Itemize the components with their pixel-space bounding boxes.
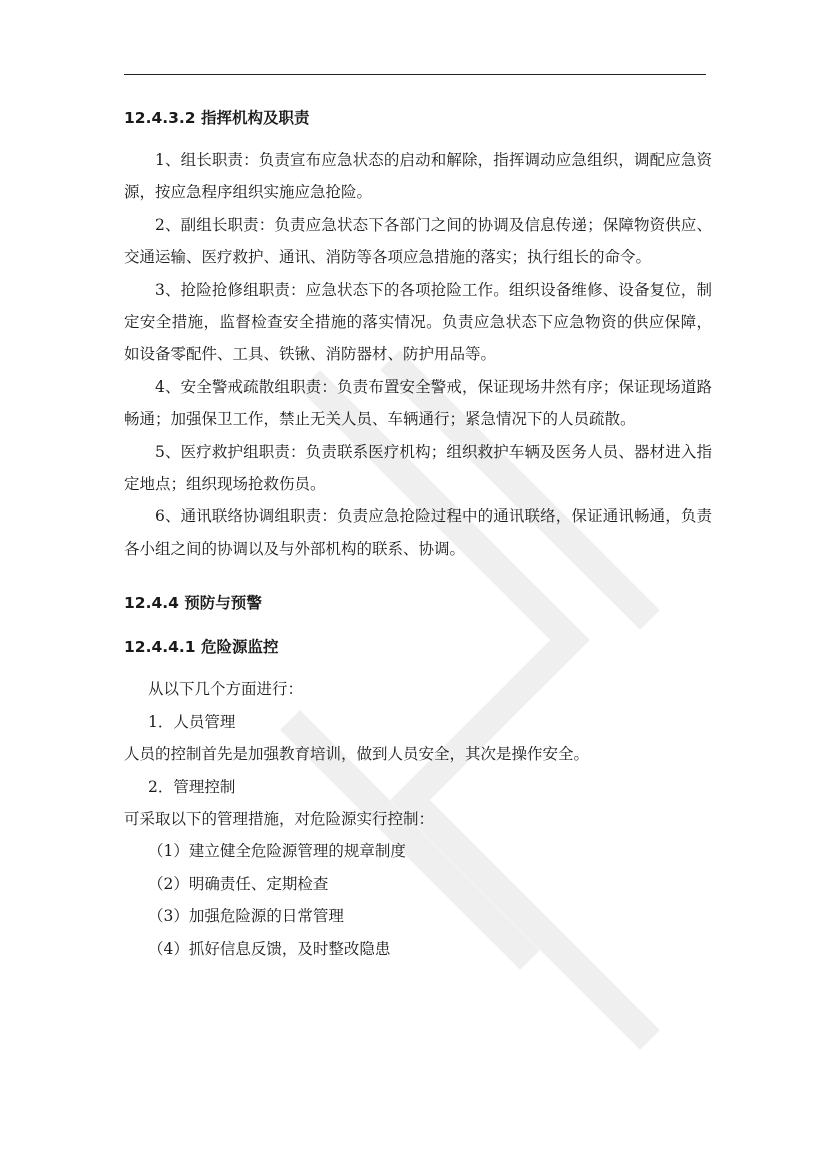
paragraph-management-control: 可采取以下的管理措施，对危险源实行控制：	[124, 809, 435, 828]
header-rule	[124, 74, 706, 75]
heading-command-structure: 12.4.3.2 指挥机构及职责	[124, 109, 310, 127]
paragraph-intro: 从以下几个方面进行：	[148, 680, 304, 699]
paragraph-security-evacuation-duties: 4、安全警戒疏散组职责：负责布置安全警戒，保证现场井然有序；保证现场道路畅通；加强保卫工作，禁止无关人员、车辆通行；紧急情况下的人员疏散。	[124, 377, 712, 429]
paragraph-communication-team-duties: 6、通讯联络协调组职责：负责应急抢险过程中的通讯联络，保证通讯畅通，负责各小组之间的协调以及与外部机构的联系、协调。	[124, 507, 712, 558]
document-body	[124, 96, 712, 965]
list-item-measure-2: （2）明确责任、定期检查	[148, 874, 329, 893]
list-title-personnel: 1．人员管理	[148, 712, 236, 731]
paragraph-medical-team-duties: 5、医疗救护组职责：负责联系医疗机构；组织救护车辆及医务人员、器材进入指定地点；组织现场抢救伤员。	[124, 442, 712, 494]
list-item-measure-3: （3）加强危险源的日常管理	[148, 907, 344, 926]
list-item-measure-4: （4）抓好信息反馈，及时整改隐患	[148, 939, 391, 958]
paragraph-deputy-leader-duties: 2、副组长职责：负责应急状态下各部门之间的协调及信息传递；保障物资供应、交通运输、医疗救护、通讯、消防等各项应急措施的落实；执行组长的命令。	[124, 215, 712, 267]
list-title-management: 2．管理控制	[148, 777, 236, 796]
heading-hazard-monitoring: 12.4.4.1 危险源监控	[124, 638, 279, 657]
paragraph-personnel-control: 人员的控制首先是加强教育培训，做到人员安全，其次是操作安全。	[124, 745, 590, 764]
paragraph-rescue-team-duties: 3、抢险抢修组职责：应急状态下的各项抢险工作。组织设备维修、设备复位，制定安全措施，监督检查安全措施的落实情况。负责应急状态下应急物资的供应保障，如设备零配件、工具、铁锹、消防器材、防护用品等。	[124, 280, 712, 364]
list-item-measure-1: （1）建立健全危险源管理的规章制度	[148, 842, 406, 861]
heading-prevention-warning: 12.4.4 预防与预警	[124, 594, 262, 613]
paragraph-leader-duties: 1、组长职责：负责宣布应急状态的启动和解除，指挥调动应急组织，调配应急资源，按应急程序组织实施应急抢险。	[124, 151, 712, 202]
